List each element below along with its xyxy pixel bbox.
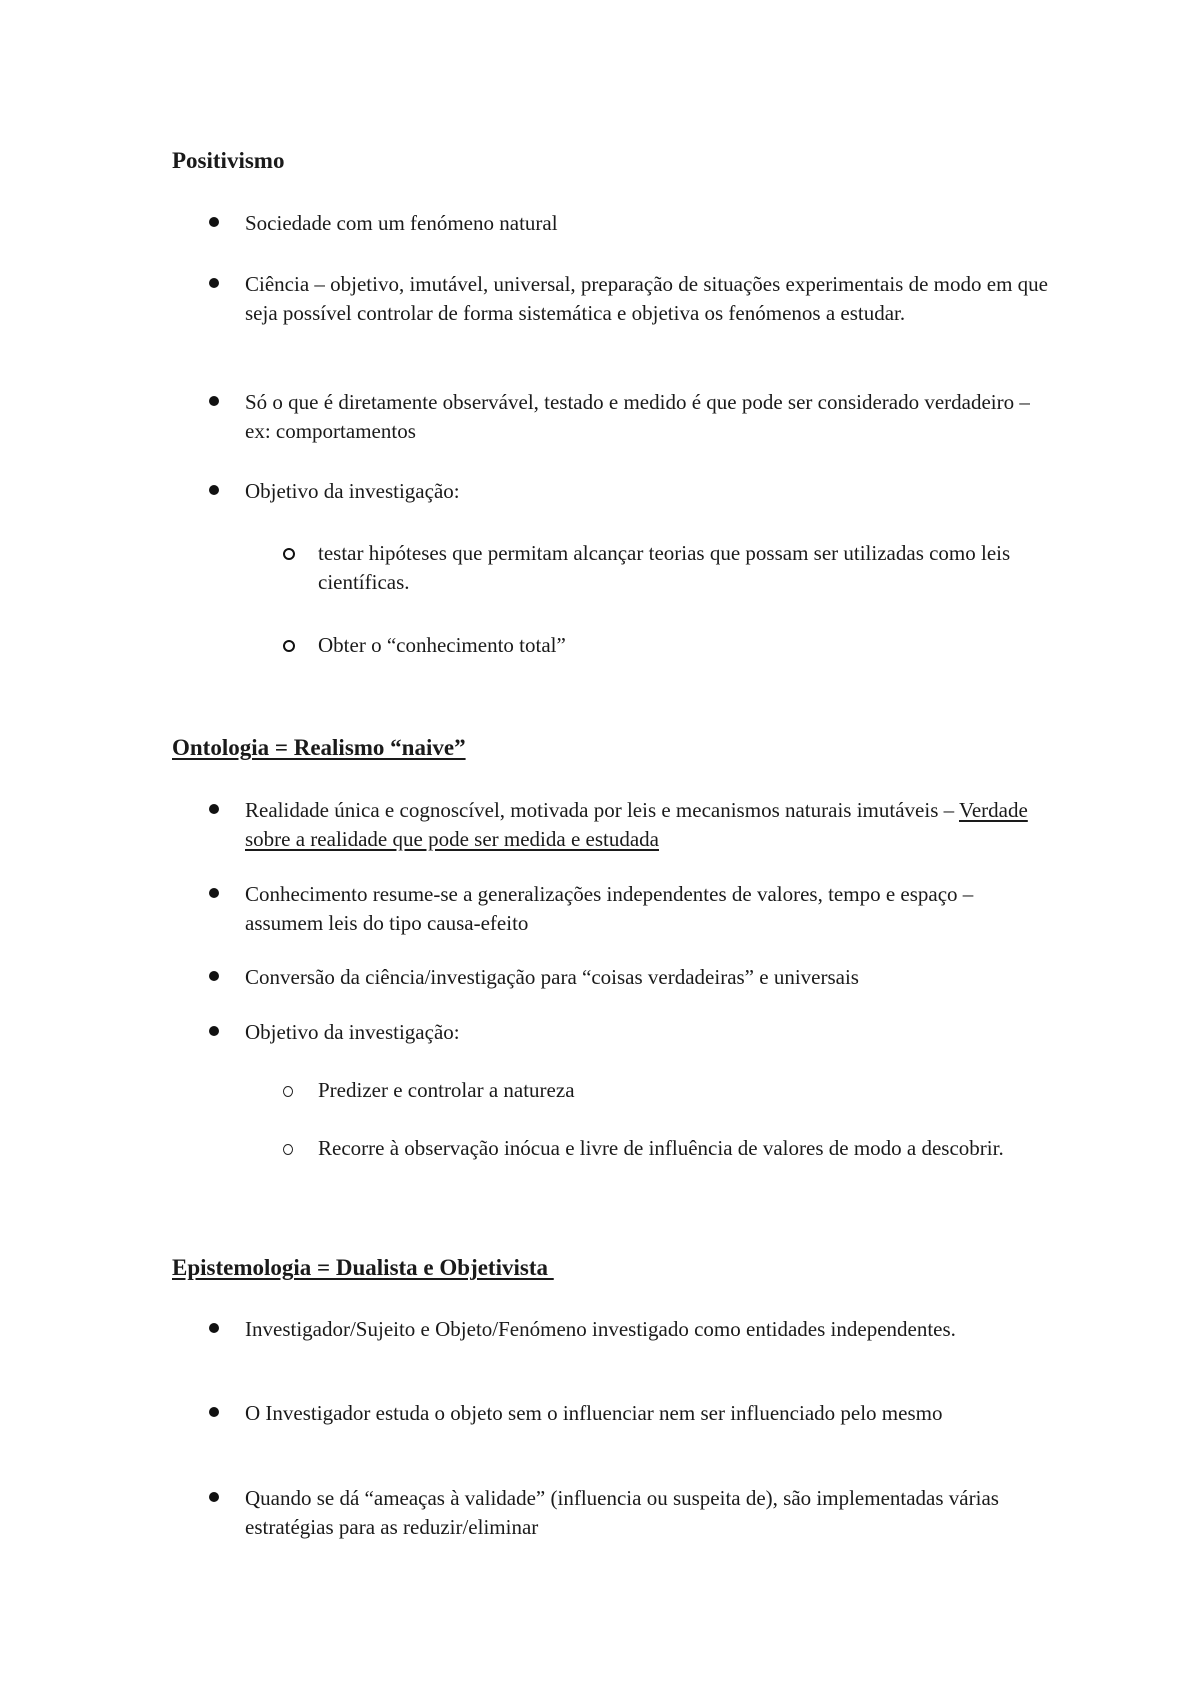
list-item: Sociedade com um fenómeno natural	[245, 209, 1055, 238]
list-item: Ciência – objetivo, imutável, universal, preparação de situações experimentais de modo em que seja possível controlar de forma sistemática e objetiva os fenómenos a estudar.	[245, 270, 1055, 328]
sub-list-item: testar hipóteses que permitam alcançar teorias que possam ser utilizadas como leis científicas.	[318, 539, 1058, 597]
list-item: Conversão da ciência/investigação para “coisas verdadeiras” e universais	[245, 963, 1055, 992]
bullet-icon	[209, 1315, 221, 1344]
list-item: Realidade única e cognoscível, motivada por leis e mecanismos naturais imutáveis – Verdade sobre a realidade que pode ser medida e estudada	[245, 796, 1055, 854]
bullet-icon	[209, 209, 221, 238]
list-item: Objetivo da investigação:	[245, 1018, 1055, 1047]
bullet-icon	[209, 880, 221, 909]
bullet-icon	[209, 1399, 221, 1428]
bullet-icon	[209, 1484, 221, 1513]
circle-bullet-icon	[283, 1076, 295, 1105]
list-item: Objetivo da investigação:	[245, 477, 1055, 506]
circle-bullet-icon	[283, 631, 295, 660]
list-item: O Investigador estuda o objeto sem o influenciar nem ser influenciado pelo mesmo	[245, 1399, 1055, 1428]
heading-epistemologia: Epistemologia = Dualista e Objetivista	[172, 1255, 554, 1280]
list-item: Quando se dá “ameaças à validade” (influencia ou suspeita de), são implementadas várias estratégias para as reduzir/eliminar	[245, 1484, 1055, 1542]
bullet-icon	[209, 270, 221, 299]
circle-bullet-icon	[283, 1134, 295, 1163]
sub-list-item: Recorre à observação inócua e livre de influência de valores de modo a descobrir.	[318, 1134, 1058, 1163]
bullet-icon	[209, 1018, 221, 1047]
bullet-icon	[209, 796, 221, 825]
heading-positivismo: Positivismo	[172, 148, 285, 173]
bullet-icon	[209, 963, 221, 992]
bullet-icon	[209, 388, 221, 417]
heading-ontologia: Ontologia = Realismo “naive”	[172, 735, 466, 760]
circle-bullet-icon	[283, 539, 295, 568]
sub-list-item: Predizer e controlar a natureza	[318, 1076, 1058, 1105]
sub-list-item: Obter o “conhecimento total”	[318, 631, 1058, 660]
list-item: Só o que é diretamente observável, testado e medido é que pode ser considerado verdadeiro – ex: comportamentos	[245, 388, 1055, 446]
list-item: Conhecimento resume-se a generalizações independentes de valores, tempo e espaço – assumem leis do tipo causa-efeito	[245, 880, 1055, 938]
list-item: Investigador/Sujeito e Objeto/Fenómeno investigado como entidades independentes.	[245, 1315, 1055, 1344]
bullet-icon	[209, 477, 221, 506]
